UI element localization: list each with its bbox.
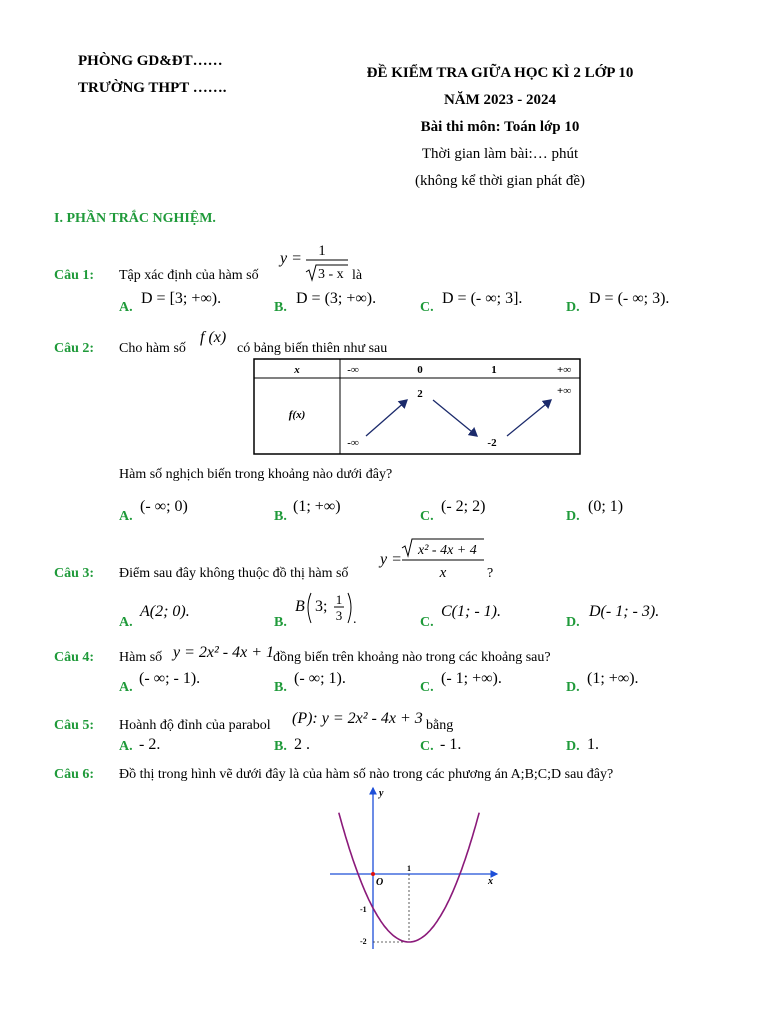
q4-option-a[interactable]: (- ∞; - 1). [139, 670, 201, 687]
q3-func-y: y = [380, 551, 402, 568]
q5-option-b-label[interactable]: B. [274, 739, 287, 754]
q3-function [378, 535, 488, 581]
q1-option-c-label[interactable]: C. [420, 300, 434, 315]
exam-note: (không kể thời gian phát đề) [415, 173, 585, 189]
q3-option-a-label[interactable]: A. [119, 615, 133, 630]
q5-text-after: bằng [426, 718, 454, 733]
exam-duration: Thời gian làm bài:… phút [421, 146, 579, 162]
q1-function [278, 238, 350, 284]
table-x-value: -∞ [347, 364, 359, 376]
q2-text-after: có bảng biến thiên như sau [237, 341, 388, 356]
table-x-value: 1 [491, 364, 497, 376]
section-title: I. PHẦN TRẮC NGHIỆM. [54, 211, 216, 226]
q5-text: Hoành độ đỉnh của parabol [119, 718, 271, 733]
q2-option-d[interactable]: (0; 1) [588, 498, 624, 515]
q3-text-after: ? [487, 566, 494, 581]
q4-function: y = 2x² - 4x + 1 [173, 644, 275, 661]
table-f-value: +∞ [556, 385, 572, 397]
q2-option-a[interactable]: (- ∞; 0) [140, 498, 188, 515]
q4-option-d-label[interactable]: D. [566, 680, 580, 695]
q2-text: Cho hàm số [119, 341, 186, 356]
q1-option-a-label[interactable]: A. [119, 300, 133, 315]
graph-tick-x: 1 [407, 864, 411, 873]
q3-option-a[interactable]: A(2; 0). [140, 603, 190, 620]
q2-question: Hàm số nghịch biến trong khoảng nào dưới đây? [119, 467, 393, 482]
table-x-label: x [294, 364, 300, 376]
q2-option-c[interactable]: (- 2; 2) [441, 498, 486, 515]
q1-label: Câu 1: [54, 268, 95, 283]
dept-name: PHÒNG GD&ĐT…… [78, 53, 223, 69]
table-f-value: -2 [487, 437, 497, 449]
q4-option-b[interactable]: (- ∞; 1). [294, 670, 346, 687]
q1-option-c[interactable]: D = (- ∞; 3]. [442, 290, 523, 307]
q3-func-num: x² - 4x + 4 [418, 543, 477, 558]
table-f-value: 2 [417, 388, 423, 400]
q1-option-d-label[interactable]: D. [566, 300, 580, 315]
graph-tick-y1: -1 [360, 905, 367, 914]
graph-y-label: y [379, 788, 384, 799]
q1-option-b[interactable]: D = (3; +∞). [296, 290, 377, 307]
q4-option-a-label[interactable]: A. [119, 680, 133, 695]
exam-title: ĐỀ KIỂM TRA GIỮA HỌC KÌ 2 LỚP 10 [366, 65, 634, 81]
q3-text: Điểm sau đây không thuộc đồ thị hàm số [119, 566, 349, 581]
q2-option-d-label[interactable]: D. [566, 509, 580, 524]
increase-arrow [507, 400, 551, 436]
q5-function: (P): y = 2x² - 4x + 3 [292, 710, 423, 727]
q1-func-y: y = [280, 250, 302, 267]
q3-option-c-label[interactable]: C. [420, 615, 434, 630]
q5-label: Câu 5: [54, 718, 95, 733]
q2-function: f (x) [200, 329, 227, 346]
q6-label: Câu 6: [54, 767, 95, 782]
q3-option-b[interactable] [293, 587, 363, 629]
table-f-value: -∞ [347, 437, 359, 449]
q2-option-c-label[interactable]: C. [420, 509, 434, 524]
graph-origin-label: O [376, 877, 384, 888]
q3-option-b-label[interactable]: B. [274, 615, 287, 630]
q3-option-d[interactable]: D(- 1; - 3). [589, 603, 660, 620]
q5-option-b[interactable]: 2 . [294, 736, 310, 753]
q4-option-c[interactable]: (- 1; +∞). [441, 670, 502, 687]
q5-option-a[interactable]: - 2. [139, 736, 161, 753]
q1-option-b-label[interactable]: B. [274, 300, 287, 315]
origin-point [371, 872, 375, 876]
variation-table [253, 358, 581, 455]
q3-option-c[interactable]: C(1; - 1). [441, 603, 501, 620]
q4-label: Câu 4: [54, 650, 95, 665]
q5-option-d[interactable]: 1. [587, 736, 599, 753]
q3-option-b-num: 1 [335, 592, 343, 607]
increase-arrow [366, 400, 407, 436]
table-f-label: f(x) [288, 409, 306, 421]
school-name: TRƯỜNG THPT ……. [78, 80, 227, 96]
graph-tick-y2: -2 [360, 937, 367, 946]
q5-option-c-label[interactable]: C. [420, 739, 434, 754]
q2-option-b[interactable]: (1; +∞) [293, 498, 341, 515]
parabola-graph [325, 784, 505, 954]
decrease-arrow [433, 400, 477, 436]
q5-option-a-label[interactable]: A. [119, 739, 133, 754]
q2-option-a-label[interactable]: A. [119, 509, 133, 524]
q5-option-d-label[interactable]: D. [566, 739, 580, 754]
table-x-value: +∞ [556, 364, 572, 376]
q1-func-den: 3 - x [318, 267, 344, 282]
q1-option-d[interactable]: D = (- ∞; 3). [589, 290, 670, 307]
q4-option-b-label[interactable]: B. [274, 680, 287, 695]
q4-text-after: đồng biến trên khoảng nào trong các khoảng sau? [273, 650, 551, 665]
exam-year: NĂM 2023 - 2024 [443, 92, 557, 108]
q3-func-den: x [439, 565, 447, 581]
q4-option-d[interactable]: (1; +∞). [587, 670, 639, 687]
q1-text: Tập xác định của hàm số [119, 268, 259, 283]
exam-subject: Bài thi môn: Toán lớp 10 [420, 119, 580, 135]
q4-option-c-label[interactable]: C. [420, 680, 434, 695]
q3-option-b-end: . [353, 612, 357, 627]
q2-option-b-label[interactable]: B. [274, 509, 287, 524]
q1-func-num: 1 [318, 243, 326, 259]
q1-option-a[interactable]: D = [3; +∞). [141, 290, 222, 307]
q3-option-b-point: B [295, 598, 305, 615]
q3-option-d-label[interactable]: D. [566, 615, 580, 630]
q1-text-after: là [352, 268, 363, 283]
q3-option-b-coord: 3; [315, 598, 328, 615]
q3-label: Câu 3: [54, 566, 95, 581]
q5-option-c[interactable]: - 1. [440, 736, 462, 753]
graph-x-label: x [488, 876, 493, 887]
table-x-value: 0 [417, 364, 423, 376]
q6-text: Đồ thị trong hình vẽ dưới đây là của hàm số nào trong các phương án A;B;C;D sau đây? [119, 767, 614, 782]
q3-option-b-den: 3 [335, 608, 343, 623]
q2-label: Câu 2: [54, 341, 95, 356]
q4-text: Hàm số [119, 650, 163, 665]
